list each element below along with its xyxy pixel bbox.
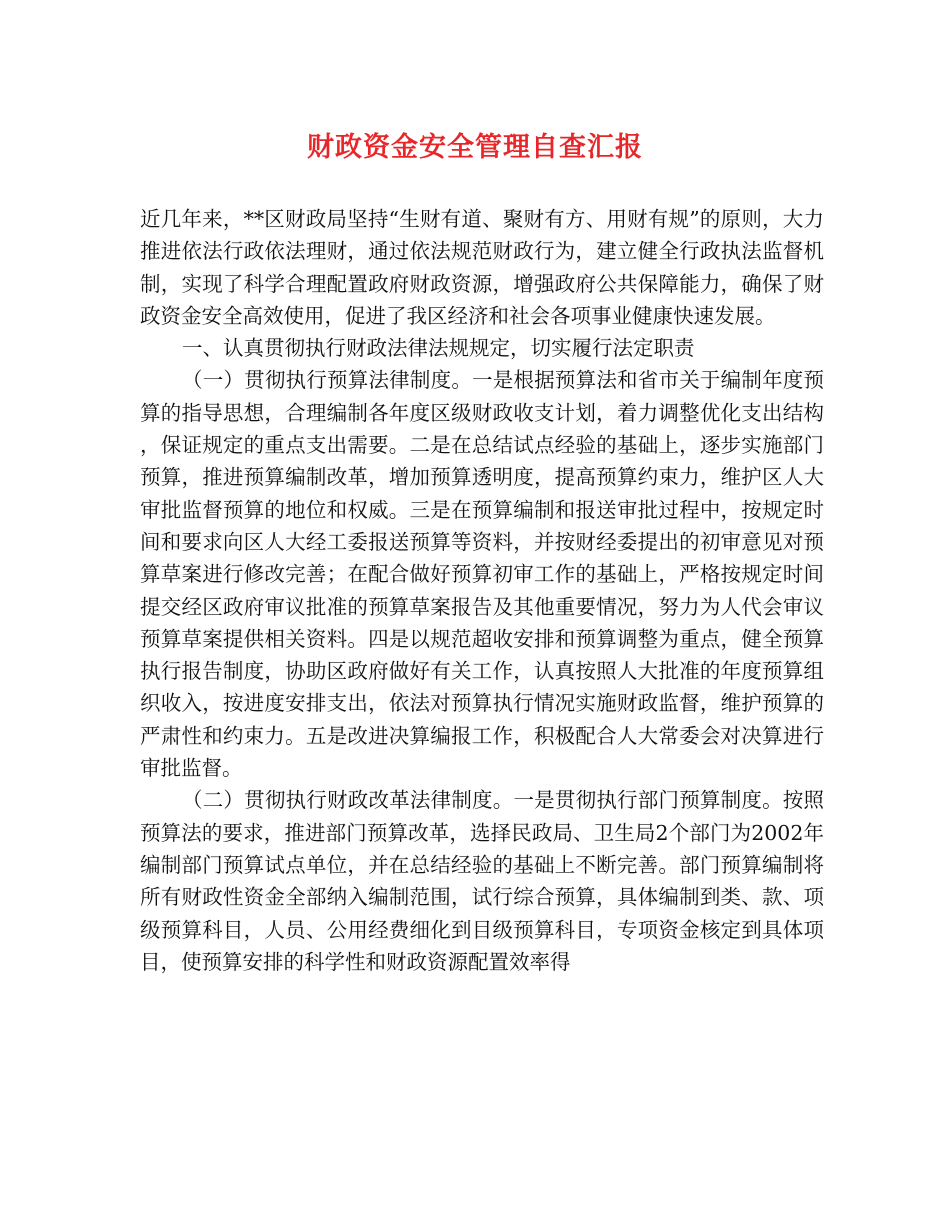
section-heading-1: 一、认真贯彻执行财政法律法规规定，切实履行法定职责 [182, 336, 695, 361]
document-body [140, 203, 824, 978]
subsection-paragraph-2: （二）贯彻执行财政改革法律制度。一是贯彻执行部门预算制度。按照预算法的要求，推进部门预算改革，选择民政局、卫生局2个部门为2002年编制部门预算试点单位，并在总结经验的基础上不断完善。部门预算编制将所有财政性资金全部纳入编制范围，试行综合预算，具体编制到类、款、项级预算科目，人员、公用经费细化到目级预算科目，专项资金核定到具体项目，使预算安排的科学性和财政资源配置效率得 [140, 788, 824, 974]
intro-paragraph: 近几年来，**区财政局坚持“生财有道、聚财有方、用财有规”的原则，大力推进依法行政依法理财，通过依法规范财政行为，建立健全行政执法监督机制，实现了科学合理配置政府财政资源，增强政府公共保障能力，确保了财政资金安全高效使用，促进了我区经济和社会各项事业健康快速发展。 [140, 207, 824, 328]
subsection-paragraph-1: （一）贯彻执行预算法律制度。一是根据预算法和省市关于编制年度预算的指导思想，合理编制各年度区级财政收支计划，着力调整优化支出结构，保证规定的重点支出需要。二是在总结试点经验的基础上，逐步实施部门预算，推进预算编制改革，增加预算透明度，提高预算约束力，维护区人大审批监督预算的地位和权威。三是在预算编制和报送审批过程中，按规定时间和要求向区人大经工委报送预算等资料，并按财经委提出的初审意见对预算草案进行修改完善；在配合做好预算初审工作的基础上，严格按规定时间提交经区政府审议批准的预算草案报告及其他重要情况，努力为人代会审议预算草案提供相关资料。四是以规范超收安排和预算调整为重点，健全预算执行报告制度，协助区政府做好有关工作，认真按照人大批准的年度预算组织收入，按进度安排支出，依法对预算执行情况实施财政监督，维护预算的严肃性和约束力。五是改进决算编报工作，积极配合人大常委会对决算进行审批监督。 [140, 368, 824, 781]
document-title: 财政资金安全管理自查汇报 [307, 132, 643, 163]
